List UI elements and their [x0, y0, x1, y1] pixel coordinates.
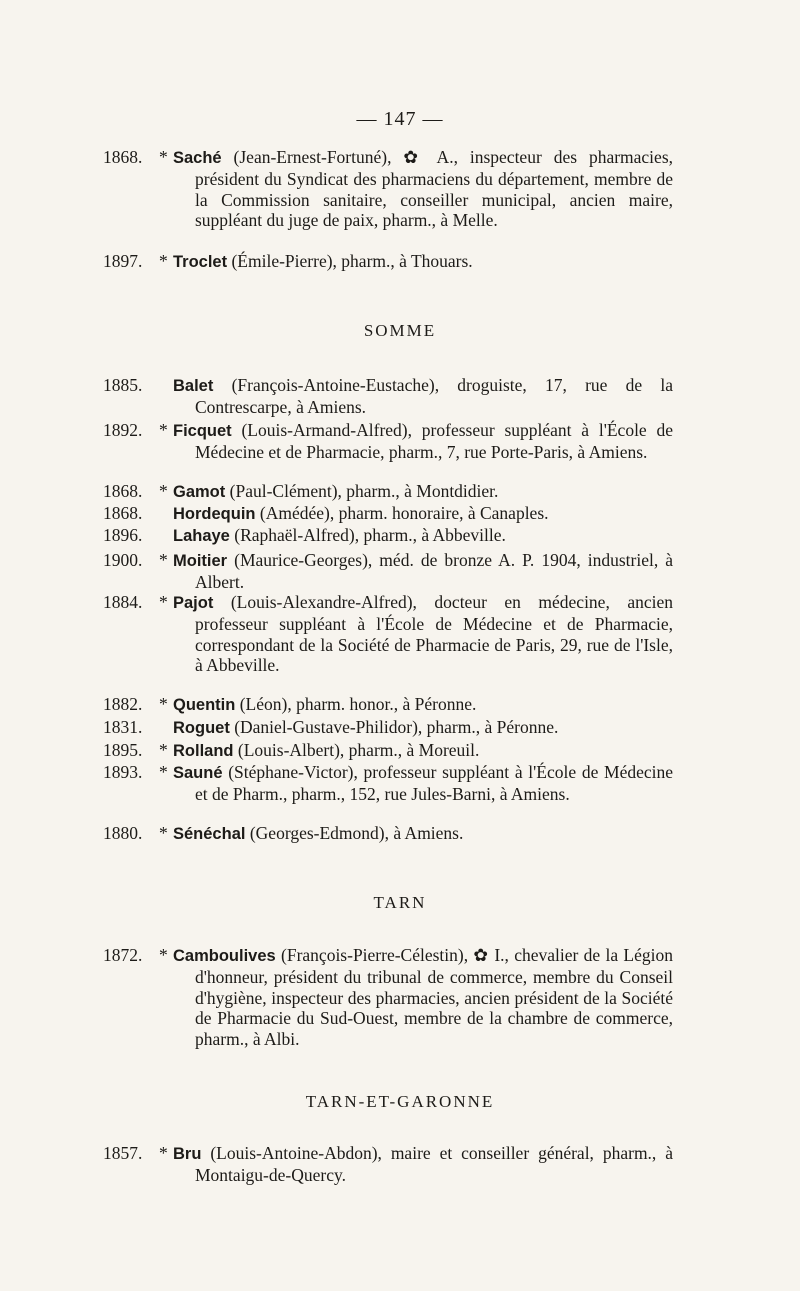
entry-body	[173, 420, 673, 463]
entry-roguet	[103, 717, 673, 739]
entry-quentin	[103, 694, 673, 716]
entry-marker: *	[159, 147, 168, 167]
entry-gamot	[103, 481, 673, 503]
entry-marker: *	[159, 420, 168, 440]
entry-moitier	[103, 550, 673, 593]
entry-sache	[103, 147, 673, 231]
entry-camboulives	[103, 945, 673, 1050]
entry-year: 1872.	[103, 945, 143, 965]
entry-marker: *	[159, 592, 168, 612]
entry-name: Rolland	[173, 742, 234, 760]
entry-marker: *	[159, 694, 168, 714]
entry-body	[173, 694, 673, 716]
entry-body	[173, 945, 673, 1050]
entry-body	[173, 481, 673, 503]
entry-name: Sauné	[173, 764, 223, 782]
entry-body	[173, 717, 673, 739]
entry-year: 1868.	[103, 503, 143, 523]
entry-year: 1884.	[103, 592, 143, 612]
entry-marker: *	[159, 550, 168, 570]
page-number: — 147 —	[356, 108, 444, 130]
entry-name: Balet	[173, 377, 214, 395]
entry-name: Saché	[173, 149, 222, 167]
entry-details: (Stéphane-Victor), professeur suppléant à l'École de Médecine et de Pharm., pharm., 152, rue Jules-Barni, à Amiens.	[195, 762, 673, 804]
entry-name: Gamot	[173, 483, 226, 501]
entry-bru	[103, 1143, 673, 1186]
entry-body	[173, 375, 673, 418]
entry-pajot	[103, 592, 673, 676]
entry-details: (Louis-Albert), pharm., à Moreuil.	[233, 740, 480, 760]
entry-name: Quentin	[173, 696, 236, 714]
entry-troclet	[103, 251, 673, 273]
entry-year: 1868.	[103, 147, 143, 167]
entry-details: (Raphaël-Alfred), pharm., à Abbeville.	[229, 525, 506, 545]
section-heading-tarn: TARN	[373, 893, 427, 912]
entry-year: 1885.	[103, 375, 143, 395]
entry-ficquet	[103, 420, 673, 463]
entry-year: 1895.	[103, 740, 143, 760]
entry-lahaye	[103, 525, 673, 547]
entry-details: (Paul-Clément), pharm., à Montdidier.	[225, 481, 499, 501]
entry-body	[173, 550, 673, 593]
entry-saune	[103, 762, 673, 805]
entry-senechal	[103, 823, 673, 845]
entry-body	[173, 592, 673, 676]
entry-body	[173, 762, 673, 805]
entry-year: 1897.	[103, 251, 143, 271]
entry-name: Sénéchal	[173, 825, 246, 843]
entry-body	[173, 1143, 673, 1186]
entry-marker: *	[159, 1143, 168, 1163]
entry-details: (Émile-Pierre), pharm., à Thouars.	[227, 251, 473, 271]
entry-details: (François-Antoine-Eustache), droguiste, 17, rue de la Contrescarpe, à Amiens.	[195, 375, 673, 417]
entry-name: Camboulives	[173, 947, 276, 965]
entry-details: (Léon), pharm. honor., à Péronne.	[235, 694, 477, 714]
entry-year: 1893.	[103, 762, 143, 782]
entry-details: (Georges-Edmond), à Amiens.	[245, 823, 464, 843]
entry-hordequin	[103, 503, 673, 525]
entry-year: 1868.	[103, 481, 143, 501]
entry-details: (Louis-Armand-Alfred), professeur suppléant à l'École de Médecine et de Pharmacie, pharm., 7, rue Porte-Paris, à Amiens.	[195, 420, 673, 462]
section-heading-somme: SOMME	[363, 321, 437, 340]
entry-details: (Maurice-Georges), méd. de bronze A. P. 1904, industriel, à Albert.	[195, 550, 673, 592]
entry-name: Moitier	[173, 552, 228, 570]
entry-marker: *	[159, 251, 168, 271]
entry-year: 1857.	[103, 1143, 143, 1163]
entry-year: 1900.	[103, 550, 143, 570]
entry-body	[173, 823, 673, 845]
entry-body	[173, 740, 673, 762]
entry-body	[173, 147, 673, 231]
entry-details: (Daniel-Gustave-Philidor), pharm., à Péronne.	[229, 717, 559, 737]
entry-details: (Amédée), pharm. honoraire, à Canaples.	[255, 503, 549, 523]
entry-year: 1892.	[103, 420, 143, 440]
entry-marker: *	[159, 740, 168, 760]
entry-details: (Louis-Alexandre-Alfred), docteur en médecine, ancien professeur suppléant à l'École de Médecine et de Pharmacie, correspondant de la Société de Pharmacie de Paris, 29, rue de l'Isle, à Abbeville.	[195, 592, 673, 676]
entry-rolland	[103, 740, 673, 762]
entry-name: Roguet	[173, 719, 230, 737]
entry-balet	[103, 375, 673, 418]
section-heading-tarn-et-garonne: TARN-ET-GARONNE	[305, 1092, 495, 1111]
entry-body	[173, 251, 673, 273]
entry-details: (Jean-Ernest-Fortuné), ✿ A., inspecteur des pharmacies, président du Syndicat des pharmaciens du département, membre de la Commission sanitaire, conseiller municipal, ancien maire, suppléant du juge de paix, pharm., à Melle.	[195, 147, 673, 231]
entry-marker: *	[159, 762, 168, 782]
entry-name: Pajot	[173, 594, 214, 612]
entry-name: Troclet	[173, 253, 228, 271]
entry-year: 1896.	[103, 525, 143, 545]
entry-year: 1882.	[103, 694, 143, 714]
entry-name: Bru	[173, 1145, 202, 1163]
entry-details: (François-Pierre-Célestin), ✿ I., chevalier de la Légion d'honneur, président du tribunal de commerce, membre du Conseil d'hygiène, inspecteur des pharmacies, ancien président de la Société de Pharmacie du Sud-Ouest, membre de la chambre de commerce, pharm., à Albi.	[195, 945, 673, 1050]
entry-marker: *	[159, 823, 168, 843]
entry-year: 1880.	[103, 823, 143, 843]
entry-details: (Louis-Antoine-Abdon), maire et conseiller général, pharm., à Montaigu-de-Quercy.	[195, 1143, 673, 1185]
entry-year: 1831.	[103, 717, 143, 737]
entry-body	[173, 525, 673, 547]
entry-name: Hordequin	[173, 505, 256, 523]
entry-body	[173, 503, 673, 525]
entry-marker: *	[159, 481, 168, 501]
entry-name: Ficquet	[173, 422, 232, 440]
entry-marker: *	[159, 945, 168, 965]
entry-name: Lahaye	[173, 527, 230, 545]
